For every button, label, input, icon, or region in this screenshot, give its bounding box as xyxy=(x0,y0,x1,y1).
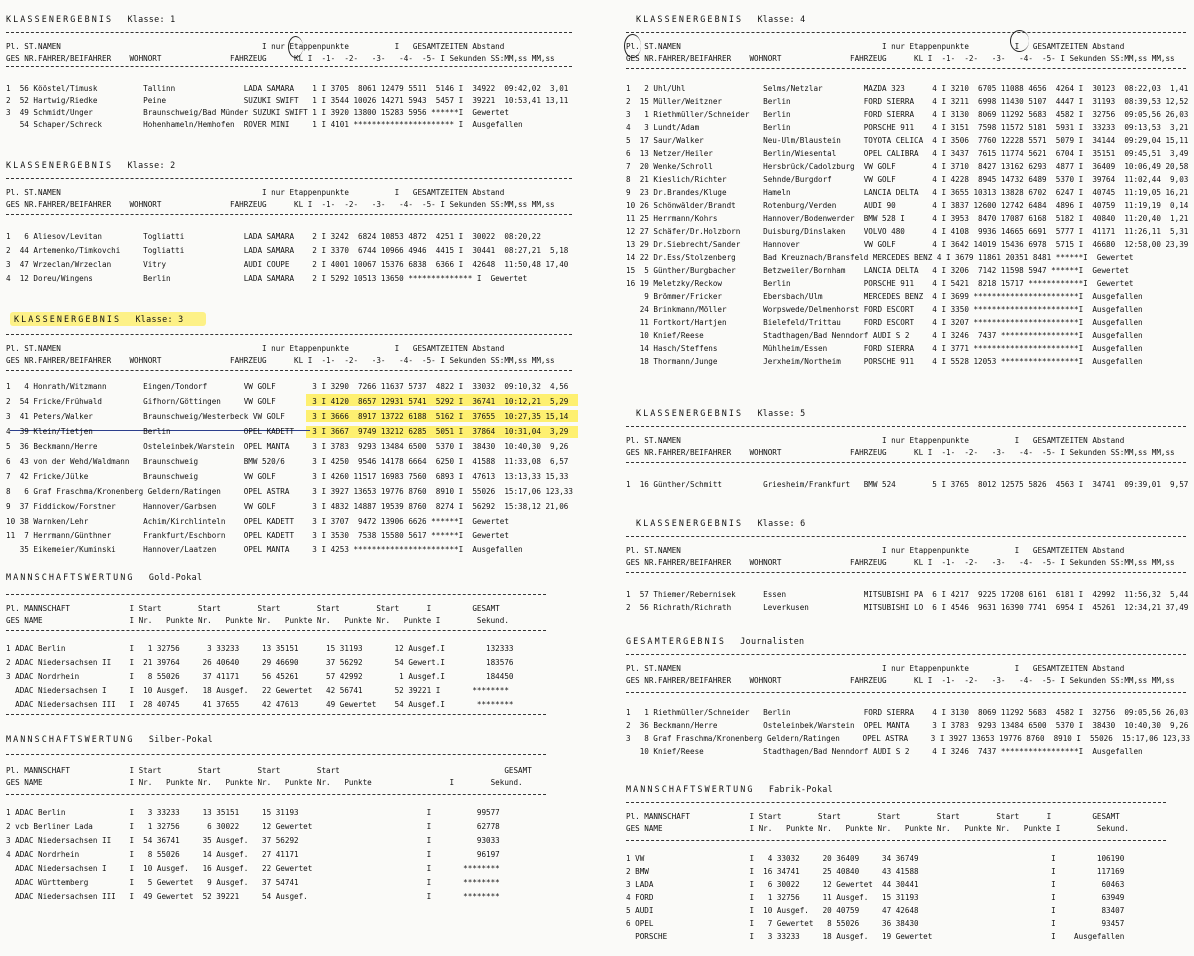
silber-pokal-title: MANNSCHAFTSWERTUNG Silber-Pokal xyxy=(6,734,213,744)
klasse4-title: KLASSENERGEBNIS Klasse: 4 xyxy=(636,14,806,24)
divider xyxy=(6,794,546,795)
table-row: 3 8 Graf Fraschma/Kronenberg Geldern/Ratingen OPEL ASTRA 3 I 3927 13653 19776 8760 8910 I 55026 15:17,06 123,33 xyxy=(626,734,1191,743)
divider xyxy=(626,692,1186,693)
table-row: 2 52 Hartwig/Riedke Peine SUZUKI SWIFT 1 I 3544 10026 14271 5943 5457 I 39221 10:53,41 13,11 xyxy=(6,96,569,105)
klasse5-title: KLASSENERGEBNIS Klasse: 5 xyxy=(636,408,806,418)
table-header: Pl. ST.NAMEN I nur Etappenpunkte I GESAMTZEITEN Abstand xyxy=(6,344,505,353)
table-row: 2 56 Richrath/Richrath Leverkusen MITSUBISHI LO 6 I 4546 9631 16390 7741 6954 I 45261 12:34,21 37,49 xyxy=(626,603,1189,612)
table-row: 10 38 Warnken/Lehr Achim/Kirchlinteln OPEL KADETT 3 I 3707 9472 13906 6626 ******I Gewertet xyxy=(6,517,509,526)
table-header: GES NAME I Nr. Punkte Nr. Punkte Nr. Punkte Nr. Punkte I Sekund. xyxy=(6,778,523,787)
table-row: 18 Thormann/Junge Jerxheim/Northeim PORSCHE 911 4 I 5528 12053 *****************I Ausgefallen xyxy=(626,357,1143,366)
table-row: 1 VW I 4 33032 20 36409 34 36749 I 106190 xyxy=(626,854,1125,863)
table-row: 10 26 Schönwälder/Brandt Rotenburg/Verden AUDI 90 4 I 3837 12600 12742 6484 4896 I 40759 11:19,19 0,14 xyxy=(626,201,1189,210)
table-header: Pl. ST.NAMEN I nur Etappenpunkte I GESAMTZEITEN Abstand xyxy=(626,664,1125,673)
table-row: 1 ADAC Berlin I 1 32756 3 33233 13 35151 15 31193 12 Ausgef.I 132333 xyxy=(6,644,514,653)
table-row: 11 7 Herrmann/Günthner Frankfurt/Eschborn OPEL KADETT 3 I 3530 7538 15580 5617 ******I Gewertet xyxy=(6,531,509,540)
table-row: 9 23 Dr.Brandes/Kluge Hameln LANCIA DELTA 4 I 3655 10313 13828 6702 6247 I 40745 11:19,05 16,21 xyxy=(626,188,1189,197)
divider xyxy=(6,334,572,335)
table-row: 2 54 Fricke/Frühwald Gifhorn/Göttingen VW GOLF 3 I 4120 8657 12931 5741 5292 I 36741 10:12,21 5,29 xyxy=(6,397,569,406)
table-row: 12 27 Schäfer/Dr.Holzborn Duisburg/Dinslaken VOLVO 480 4 I 4108 9936 14665 6691 5777 I 41171 11:26,11 5,31 xyxy=(626,227,1189,236)
table-row: 4 FORD I 1 32756 11 Ausgef. 15 31193 I 63949 xyxy=(626,893,1125,902)
table-row: 6 43 von der Wehd/Waldmann Braunschweig BMW 520/6 3 I 4250 9546 14178 6664 6250 I 41588 11:33,08 6,57 xyxy=(6,457,569,466)
table-row: 3 LADA I 6 30022 12 Gewertet 44 30441 I 60463 xyxy=(626,880,1125,889)
table-row: 1 4 Honrath/Witzmann Eingen/Tondorf VW GOLF 3 I 3290 7266 11637 5737 4822 I 33032 09:10,32 4,56 xyxy=(6,382,569,391)
table-row: 8 21 Kieslich/Richter Sehnde/Burgdorf VW GOLF 4 I 4228 8945 14732 6489 5370 I 39764 11:02,44 9,03 xyxy=(626,175,1189,184)
table-row: 3 49 Schmidt/Unger Braunschweig/Bad Münder SUZUKI SWIFT 1 I 3920 13800 15283 5956 ******I Gewertet xyxy=(6,108,509,117)
divider xyxy=(626,426,1186,427)
table-header: GES NR.FAHRER/BEIFAHRER WOHNORT FAHRZEUG KL I -1- -2- -3- -4- -5- I Sekunden SS:MM,ss MM,ss xyxy=(6,200,555,209)
divider xyxy=(626,572,1186,573)
table-header: GES NR.FAHRER/BEIFAHRER WOHNORT FAHRZEUG KL I -1- -2- -3- -4- -5- I Sekunden SS:MM,ss MM,ss xyxy=(6,356,555,365)
divider xyxy=(6,214,572,215)
table-header: GES NR.FAHRER/BEIFAHRER WOHNORT FAHRZEUG KL I -1- -2- -3- -4- -5- I Sekunden SS:MM,ss MM,ss xyxy=(6,54,555,63)
table-row: 2 36 Beckmann/Herre Osteleinbek/Warstein OPEL MANTA 3 I 3783 9293 13484 6500 5370 I 38430 10:40,30 9,26 xyxy=(626,721,1189,730)
table-header: GES NR.FAHRER/BEIFAHRER WOHNORT FAHRZEUG KL I -1- -2- -3- -4- -5- I Sekunden SS:MM,ss MM,ss xyxy=(626,54,1175,63)
table-row: 5 36 Beckmann/Herre Osteleinbek/Warstein OPEL MANTA 3 I 3783 9293 13484 6500 5370 I 38430 10:40,30 9,26 xyxy=(6,442,569,451)
table-row: 7 42 Fricke/Jülke Braunschweig VW GOLF 3 I 4260 11517 16983 7560 6893 I 47613 13:13,33 15,33 xyxy=(6,472,569,481)
table-row: 1 1 Riethmüller/Schneider Berlin FORD SIERRA 4 I 3130 8069 11292 5683 4582 I 32756 09:05,56 26,03 xyxy=(626,708,1189,717)
table-row: 6 OPEL I 7 Gewertet 8 55026 36 38430 I 93457 xyxy=(626,919,1125,928)
table-header: GES NR.FAHRER/BEIFAHRER WOHNORT FAHRZEUG KL I -1- -2- -3- -4- -5- I Sekunden SS:MM,ss MM,ss xyxy=(626,448,1175,457)
table-row: 3 ADAC Niedersachsen II I 54 36741 35 Ausgef. 37 56292 I 93033 xyxy=(6,836,500,845)
table-row: 9 Brömmer/Fricker Ebersbach/Ulm MERCEDES BENZ 4 I 3699 ***********************I Ausgefallen xyxy=(626,292,1143,301)
table-row: 4 ADAC Nordrhein I 8 55026 14 Ausgef. 27 41171 I 96197 xyxy=(6,850,500,859)
fabrik-pokal-title: MANNSCHAFTSWERTUNG Fabrik-Pokal xyxy=(626,784,833,794)
table-row: 10 Knief/Reese Stadthagen/Bad Nenndorf AUDI S 2 4 I 3246 7437 *****************I Ausgefallen xyxy=(626,747,1143,756)
klasse6-title: KLASSENERGEBNIS Klasse: 6 xyxy=(636,518,806,528)
table-header: Pl. ST.NAMEN I nur Etappenpunkte I GESAMTZEITEN Abstand xyxy=(626,546,1125,555)
table-row: 1 57 Thiemer/Rebernisek Essen MITSUBISHI PA 6 I 4217 9225 17208 6161 6181 I 42992 11:56,32 5,44 xyxy=(626,590,1189,599)
table-header: Pl. ST.NAMEN I nur Etappenpunkte I GESAMTZEITEN Abstand xyxy=(626,436,1125,445)
table-row: 14 22 Dr.Ess/Stolzenberg Bad Kreuznach/Bransfeld MERCEDES BENZ 4 I 3679 11861 20351 8481 ******I Gewertet xyxy=(626,253,1134,262)
table-header: Pl. MANNSCHAFT I Start Start Start Start GESAMT xyxy=(6,766,532,775)
table-header: Pl. ST.NAMEN I nur Etappenpunkte I GESAMTZEITEN Abstand xyxy=(6,42,505,51)
table-row: 13 29 Dr.Siebrecht/Sander Hannover VW GOLF 4 I 3642 14019 15436 6978 5715 I 46680 12:58,00 23,39 xyxy=(626,240,1189,249)
table-row: 3 1 Riethmüller/Schneider Berlin FORD SIERRA 4 I 3130 8069 11292 5683 4582 I 32756 09:05,56 26,03 xyxy=(626,110,1189,119)
table-row: 1 56 Kööstel/Timusk Tallinn LADA SAMARA 1 I 3705 8061 12479 5511 5146 I 34922 09:42,02 3,01 xyxy=(6,84,569,93)
table-row: 9 37 Fiddickow/Forstner Hannover/Garbsen VW GOLF 3 I 4832 14887 19539 8760 8274 I 56292 15:38,12 21,06 xyxy=(6,502,569,511)
divider xyxy=(6,178,572,179)
divider xyxy=(626,536,1186,537)
table-row: PORSCHE I 3 33233 18 Ausgef. 19 Gewertet I Ausgefallen xyxy=(626,932,1125,941)
table-row: 24 Brinkmann/Möller Worpswede/Delmenhorst FORD ESCORT 4 I 3350 ***********************I Ausgefallen xyxy=(626,305,1143,314)
table-row: 10 Knief/Reese Stadthagen/Bad Nenndorf AUDI S 2 4 I 3246 7437 *****************I Ausgefallen xyxy=(626,331,1143,340)
divider xyxy=(626,654,1186,655)
divider xyxy=(626,68,1186,69)
klasse3-title: KLASSENERGEBNIS Klasse: 3 xyxy=(14,314,184,324)
table-row: 5 AUDI I 10 Ausgef. 20 40759 47 42648 I 83407 xyxy=(626,906,1125,915)
table-row: 15 5 Günther/Burgbacher Betzweiler/Bornham LANCIA DELTA 4 I 3206 7142 11598 5947 ******I Gewertet xyxy=(626,266,1129,275)
divider xyxy=(626,462,1186,463)
table-row: 4 39 Klein/Tietjen Berlin OPEL KADETT 3 I 3667 9749 13212 6285 5051 I 37864 10:31,04 3,29 xyxy=(6,427,569,436)
table-row: 3 47 Wrzeclan/Wrzeclan Vitry AUDI COUPE 2 I 4001 10067 15376 6838 6366 I 42648 11:50,48 17,40 xyxy=(6,260,569,269)
divider xyxy=(6,370,572,371)
table-header: Pl. ST.NAMEN I nur Etappenpunkte I GESAMTZEITEN Abstand xyxy=(626,42,1125,51)
table-header: GES NR.FAHRER/BEIFAHRER WOHNORT FAHRZEUG KL I -1- -2- -3- -4- -5- I Sekunden SS:MM,ss MM,ss xyxy=(626,676,1175,685)
table-header: GES NAME I Nr. Punkte Nr. Punkte Nr. Punkte Nr. Punkte Nr. Punkte I Sekund. xyxy=(6,616,509,625)
table-row: 2 ADAC Niedersachsen II I 21 39764 26 40640 29 46690 37 56292 54 Gewert.I 183576 xyxy=(6,658,514,667)
table-row: ADAC Niedersachsen III I 49 Gewertet 52 39221 54 Ausgef. I ******** xyxy=(6,892,500,901)
table-header: GES NR.FAHRER/BEIFAHRER WOHNORT FAHRZEUG KL I -1- -2- -3- -4- -5- I Sekunden SS:MM,ss MM,ss xyxy=(626,558,1175,567)
pen-mark xyxy=(624,34,641,58)
table-header: Pl. ST.NAMEN I nur Etappenpunkte I GESAMTZEITEN Abstand xyxy=(6,188,505,197)
table-row: 2 BMW I 16 34741 25 40840 43 41588 I 117169 xyxy=(626,867,1125,876)
divider xyxy=(626,32,1186,33)
pen-mark xyxy=(1010,30,1029,52)
divider xyxy=(6,754,546,755)
table-header: GES NAME I Nr. Punkte Nr. Punkte Nr. Punkte Nr. Punkte Nr. Punkte I Sekund. xyxy=(626,824,1129,833)
divider xyxy=(6,714,546,715)
divider xyxy=(6,630,546,631)
table-row: 35 Eikemeier/Kuminski Hannover/Laatzen OPEL MANTA 3 I 4253 ***********************I Ausgefallen xyxy=(6,545,523,554)
table-row: 2 44 Artemenko/Timkovchi Togliatti LADA SAMARA 2 I 3370 6744 10966 4946 4415 I 30441 08:27,21 5,18 xyxy=(6,246,569,255)
klasse1-title: KLASSENERGEBNIS Klasse: 1 xyxy=(6,14,176,24)
journalisten-title: GESAMTERGEBNIS Journalisten xyxy=(626,636,805,646)
table-row: 3 41 Peters/Walker Braunschweig/Westerbeck VW GOLF 3 I 3666 8917 13722 6188 5162 I 37655 10:27,35 15,14 xyxy=(6,412,569,421)
table-row: 8 6 Graf Fraschma/Kronenberg Geldern/Ratingen OPEL ASTRA 3 I 3927 13653 19776 8760 8910 I 55026 15:17,06 123,33 xyxy=(6,487,573,496)
table-row: ADAC Niedersachsen I I 10 Ausgef. 18 Ausgef. 22 Gewertet 42 56741 52 39221 I ******** xyxy=(6,686,509,695)
table-row: 14 Hasch/Steffens Mühlheim/Essen FORD SIERRA 4 I 3771 ***********************I Ausgefallen xyxy=(626,344,1143,353)
table-row: 6 13 Netzer/Heiler Berlin/Wiesental OPEL CALIBRA 4 I 3437 7615 11774 5621 6704 I 35151 09:45,51 3,49 xyxy=(626,149,1189,158)
table-row: 3 ADAC Nordrhein I 8 55026 37 41171 56 45261 57 42992 1 Ausgef.I 184450 xyxy=(6,672,514,681)
table-row: 2 15 Müller/Weitzner Berlin FORD SIERRA 4 I 3211 6998 11430 5107 4447 I 31193 08:39,53 12,52 xyxy=(626,97,1189,106)
table-row: ADAC Württemberg I 5 Gewertet 9 Ausgef. 37 54741 I ******** xyxy=(6,878,500,887)
table-row: 5 17 Saur/Walker Neu-Ulm/Blaustein TOYOTA CELICA 4 I 3506 7760 12228 5571 5079 I 34144 09:29,04 15,11 xyxy=(626,136,1189,145)
table-row: 4 3 Lundt/Adam Berlin PORSCHE 911 4 I 3151 7598 11572 5181 5931 I 33233 09:13,53 3,21 xyxy=(626,123,1189,132)
table-row: 7 20 Wenke/Schroll Hersbrück/Cadolzburg VW GOLF 4 I 3710 8427 13162 6293 4877 I 36409 10:06,49 20,58 xyxy=(626,162,1189,171)
table-row: 2 vcb Berliner Lada I 1 32756 6 30022 12 Gewertet I 62778 xyxy=(6,822,500,831)
divider xyxy=(626,802,1166,803)
table-row: 11 25 Herrmann/Kohrs Hannover/Bodenwerder BMW 528 I 4 I 3953 8470 17087 6168 5182 I 40840 11:20,40 1,21 xyxy=(626,214,1189,223)
pen-mark xyxy=(288,36,303,58)
divider xyxy=(6,66,572,67)
table-row: 1 2 Uhl/Uhl Selms/Netzlar MAZDA 323 4 I 3210 6705 11088 4656 4264 I 30123 08:22,03 1,41 xyxy=(626,84,1189,93)
klasse2-title: KLASSENERGEBNIS Klasse: 2 xyxy=(6,160,176,170)
table-row: 1 6 Aliesov/Levitan Togliatti LADA SAMARA 2 I 3242 6824 10853 4872 4251 I 30022 08:20,22 xyxy=(6,232,541,241)
divider xyxy=(6,594,546,595)
divider xyxy=(626,840,1166,841)
table-header: Pl. MANNSCHAFT I Start Start Start Start Start I GESAMT xyxy=(626,812,1120,821)
table-row: 1 16 Günther/Schmitt Griesheim/Frankfurt BMW 524 5 I 3765 8012 12575 5826 4563 I 34741 09:39,01 9,57 xyxy=(626,480,1189,489)
table-row: ADAC Niedersachsen III I 28 40745 41 37655 42 47613 49 Gewertet 54 Ausgef.I ******** xyxy=(6,700,514,709)
table-row: 11 Fortkort/Hartjen Bielefeld/Trittau FORD ESCORT 4 I 3207 ***********************I Ausgefallen xyxy=(626,318,1143,327)
table-row: 4 12 Doreu/Wingens Berlin LADA SAMARA 2 I 5292 10513 13650 ************** I Gewertet xyxy=(6,274,528,283)
gold-pokal-title: MANNSCHAFTSWERTUNG Gold-Pokal xyxy=(6,572,203,582)
table-row: 54 Schaper/Schreck Hohenhameln/Hemhofen ROVER MINI 1 I 4101 ********************** I Ausgefallen xyxy=(6,120,523,129)
table-row: 16 19 Meletzky/Reckow Berlin PORSCHE 911 4 I 5421 8218 15717 ************I Gewertet xyxy=(626,279,1134,288)
table-row: 1 ADAC Berlin I 3 33233 13 35151 15 31193 I 99577 xyxy=(6,808,500,817)
divider xyxy=(6,32,572,33)
table-row: ADAC Niedersachsen I I 10 Ausgef. 16 Ausgef. 22 Gewertet I ******** xyxy=(6,864,500,873)
table-header: Pl. MANNSCHAFT I Start Start Start Start Start I GESAMT xyxy=(6,604,500,613)
